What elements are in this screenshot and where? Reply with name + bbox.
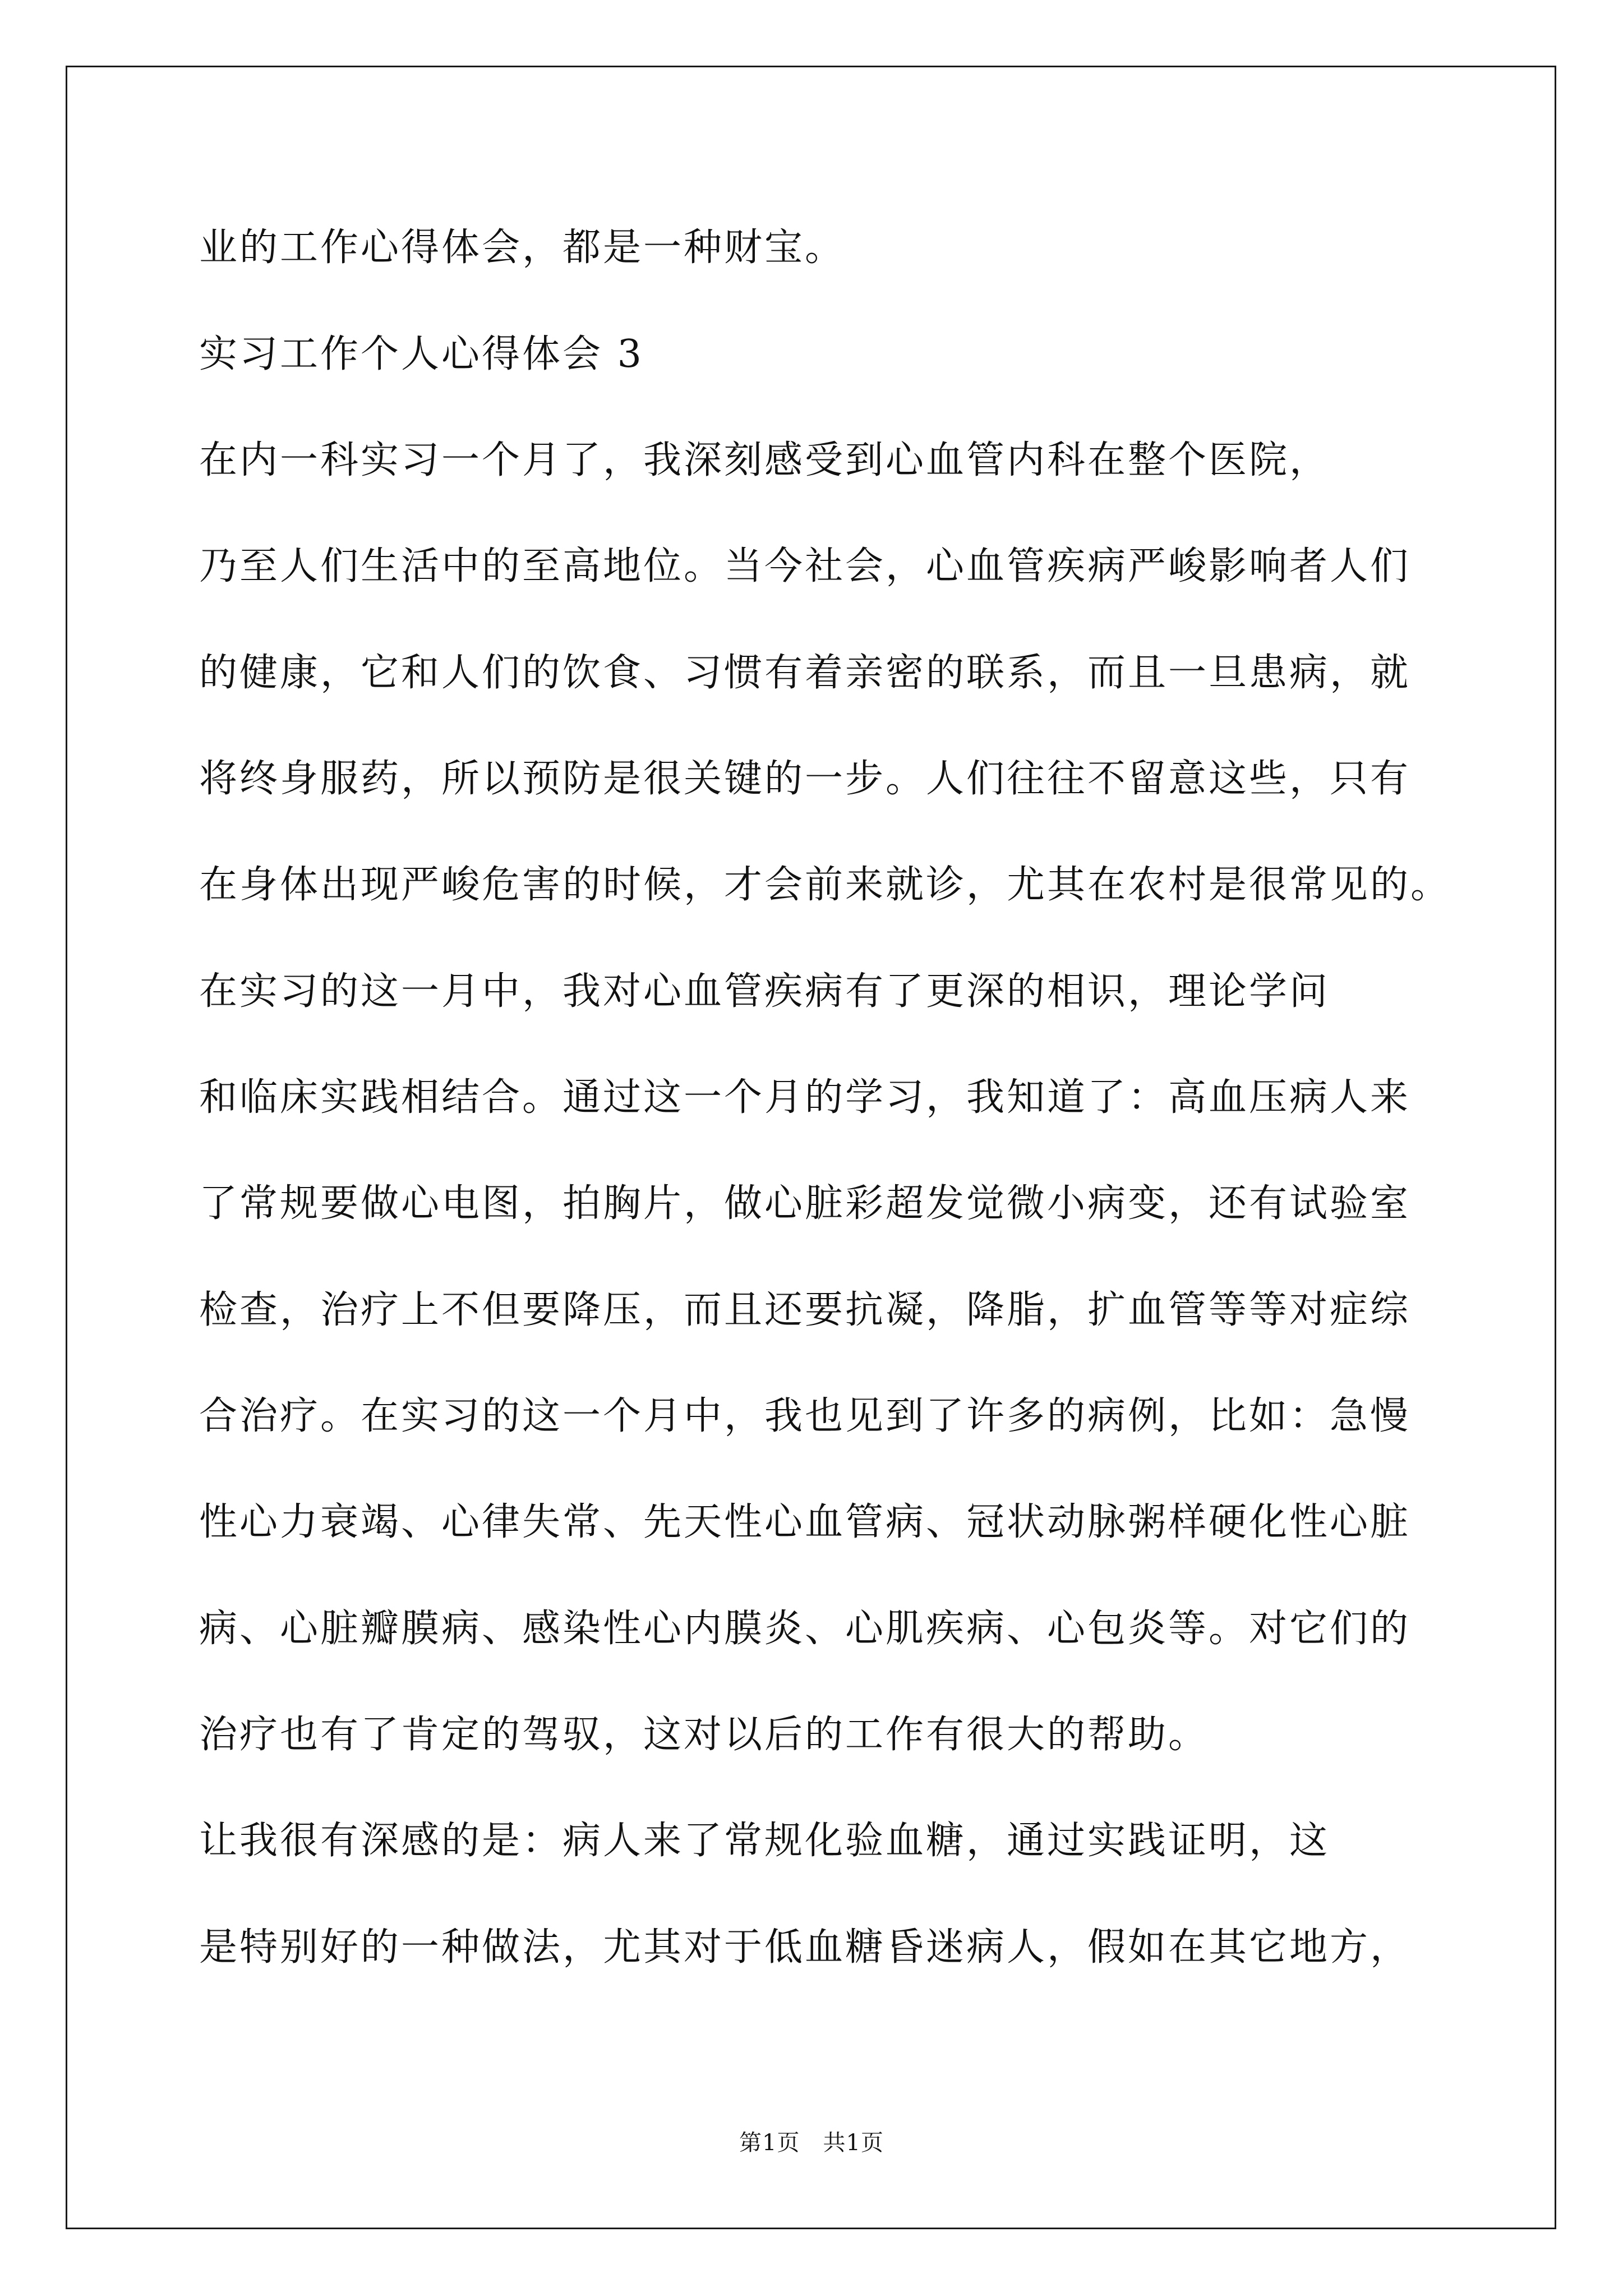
text-line: 在内一科实习一个月了，我深刻感受到心血管内科在整个医院， (199, 438, 1330, 482)
text-line: 在身体出现严峻危害的时候，才会前来就诊，尤其在农村是很常见的。 (199, 863, 1451, 907)
text-line: 的健康，它和人们的饮食、习惯有着亲密的联系，而且一旦患病，就 (199, 651, 1411, 695)
text-line: 业的工作心得体会，都是一种财宝。 (199, 226, 846, 270)
page-number: 第1页 共1页 (739, 2130, 884, 2156)
section-heading: 实习工作个人心得体会 3 (199, 332, 644, 376)
text-line: 病、心脏瓣膜病、感染性心内膜炎、心肌疾病、心包炎等。对它们的 (199, 1607, 1411, 1651)
text-line: 和临床实践相结合。通过这一个月的学习，我知道了：高血压病人来 (199, 1075, 1411, 1120)
page-border (66, 66, 1556, 2229)
text-line: 在实习的这一月中，我对心血管疾病有了更深的相识，理论学问 (199, 969, 1330, 1014)
text-line: 了常规要做心电图，拍胸片，做心脏彩超发觉微小病变，还有试验室 (199, 1181, 1411, 1226)
text-line: 让我很有深感的是：病人来了常规化验血糖，通过实践证明，这 (199, 1819, 1330, 1863)
text-line: 乃至人们生活中的至高地位。当今社会，心血管疾病严峻影响者人们 (199, 544, 1411, 588)
text-line: 合治疗。在实习的这一个月中，我也见到了许多的病例，比如：急慢 (199, 1394, 1411, 1438)
text-line: 检查，治疗上不但要降压，而且还要抗凝，降脂，扩血管等等对症综 (199, 1288, 1411, 1332)
text-line: 性心力衰竭、心律失常、先天性心血管病、冠状动脉粥样硬化性心脏 (199, 1500, 1411, 1544)
text-line: 是特别好的一种做法，尤其对于低血糖昏迷病人，假如在其它地方， (199, 1925, 1411, 1970)
text-line: 治疗也有了肯定的驾驭，这对以后的工作有很大的帮助。 (199, 1713, 1209, 1757)
text-line: 将终身服药，所以预防是很关键的一步。人们往往不留意这些，只有 (199, 757, 1411, 801)
